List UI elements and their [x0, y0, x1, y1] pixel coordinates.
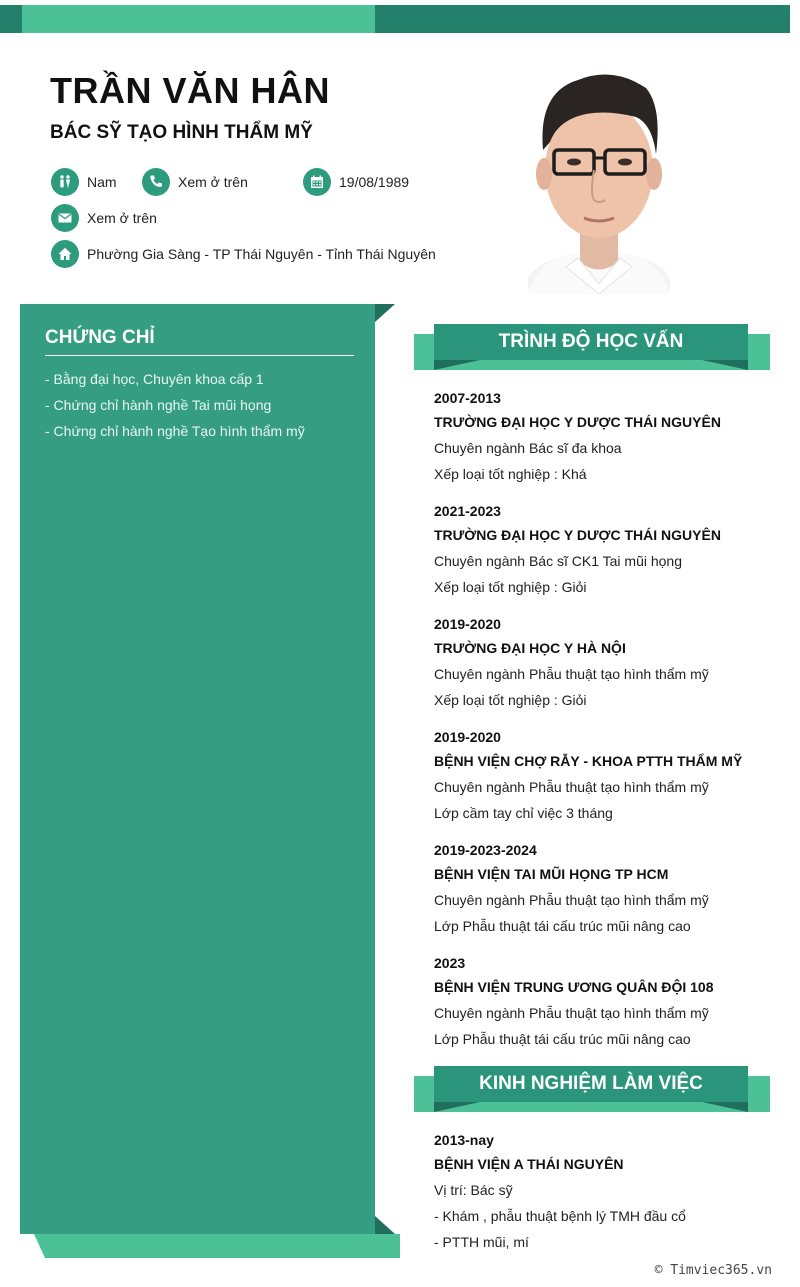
info-phone [142, 168, 248, 196]
experience-role: Vị trí: Bác sỹ [434, 1182, 513, 1198]
experience-year: 2013-nay [434, 1132, 494, 1148]
address-value: Phường Gia Sàng - TP Thái Nguyên - Tỉnh Thái Nguyên [87, 246, 436, 262]
education-year: 2007-2013 [434, 390, 501, 406]
email-value: Xem ở trên [87, 210, 157, 226]
info-gender [51, 168, 117, 196]
education-item [434, 951, 774, 1052]
education-title: TRÌNH ĐỘ HỌC VẤN [434, 324, 748, 360]
education-major: Chuyên ngành Bác sĩ CK1 Tai mũi họng [434, 553, 683, 569]
education-major: Chuyên ngành Phẫu thuật tạo hình thẩm mỹ [434, 1005, 709, 1021]
education-item [434, 725, 774, 826]
certificate-item: - Bằng đại học, Chuyên khoa cấp 1 [45, 371, 264, 387]
experience-ribbon [414, 1066, 770, 1112]
certificates-divider [45, 355, 354, 356]
info-email [51, 204, 157, 232]
education-note: Lớp cầm tay chỉ việc 3 tháng [434, 805, 613, 821]
candidate-name: TRẦN VĂN HÂN [50, 70, 330, 111]
mail-icon [51, 204, 79, 232]
watermark: © Timviec365.vn [654, 1263, 772, 1278]
certificate-item: - Chứng chỉ hành nghề Tai mũi họng [45, 397, 272, 413]
education-school: BỆNH VIỆN CHỢ RẪY - KHOA PTTH THẨM MỸ [434, 753, 743, 769]
education-item [434, 386, 774, 487]
top-bar-accent [22, 5, 375, 33]
info-birthday [303, 168, 409, 196]
education-note: Lớp Phẫu thuật tái cấu trúc mũi nâng cao [434, 918, 691, 934]
education-note: Xếp loại tốt nghiệp : Giỏi [434, 692, 587, 708]
certificate-item: - Chứng chỉ hành nghề Tạo hình thẩm mỹ [45, 423, 305, 439]
education-school: TRƯỜNG ĐẠI HỌC Y DƯỢC THÁI NGUYÊN [434, 414, 721, 430]
phone-icon [142, 168, 170, 196]
education-item [434, 499, 774, 600]
education-item [434, 838, 774, 939]
education-year: 2019-2023-2024 [434, 842, 537, 858]
birthday-value: 19/08/1989 [339, 174, 410, 190]
education-major: Chuyên ngành Phẫu thuật tạo hình thẩm mỹ [434, 666, 709, 682]
left-column-fold-bottom [375, 1216, 395, 1234]
education-major: Chuyên ngành Phẫu thuật tạo hình thẩm mỹ [434, 779, 709, 795]
education-ribbon [414, 324, 770, 370]
job-title: BÁC SỸ TẠO HÌNH THẨM MỸ [50, 122, 313, 143]
left-column-ribbon [34, 1234, 400, 1258]
education-year: 2021-2023 [434, 503, 501, 519]
education-item [434, 612, 774, 713]
education-school: BỆNH VIỆN TAI MŨI HỌNG TP HCM [434, 866, 669, 882]
experience-duty: - Khám , phẫu thuật bệnh lý TMH đầu cổ [434, 1208, 686, 1224]
certificates-title: CHỨNG CHỈ [45, 327, 155, 348]
experience-item [434, 1128, 774, 1255]
gender-value: Nam [87, 174, 117, 190]
experience-place: BỆNH VIỆN A THÁI NGUYÊN [434, 1156, 624, 1172]
gender-icon [51, 168, 79, 196]
education-school: TRƯỜNG ĐẠI HỌC Y HÀ NỘI [434, 640, 626, 656]
education-note: Xếp loại tốt nghiệp : Khá [434, 466, 587, 482]
left-column-fold [375, 304, 395, 322]
calendar-icon [303, 168, 331, 196]
experience-title: KINH NGHIỆM LÀM VIỆC [434, 1066, 748, 1102]
education-year: 2019-2020 [434, 729, 501, 745]
home-icon [51, 240, 79, 268]
phone-value: Xem ở trên [178, 174, 248, 190]
certificates-list [45, 368, 305, 446]
info-address [51, 240, 436, 268]
education-note: Lớp Phẫu thuật tái cấu trúc mũi nâng cao [434, 1031, 691, 1047]
education-school: TRƯỜNG ĐẠI HỌC Y DƯỢC THÁI NGUYÊN [434, 527, 721, 543]
education-school: BỆNH VIỆN TRUNG ƯƠNG QUÂN ĐỘI 108 [434, 979, 714, 995]
education-major: Chuyên ngành Bác sĩ đa khoa [434, 440, 622, 456]
education-major: Chuyên ngành Phẫu thuật tạo hình thẩm mỹ [434, 892, 709, 908]
profile-photo [528, 62, 670, 294]
education-year: 2019-2020 [434, 616, 501, 632]
education-year: 2023 [434, 955, 466, 971]
experience-duty: - PTTH mũi, mí [434, 1234, 529, 1250]
education-note: Xếp loại tốt nghiệp : Giỏi [434, 579, 587, 595]
